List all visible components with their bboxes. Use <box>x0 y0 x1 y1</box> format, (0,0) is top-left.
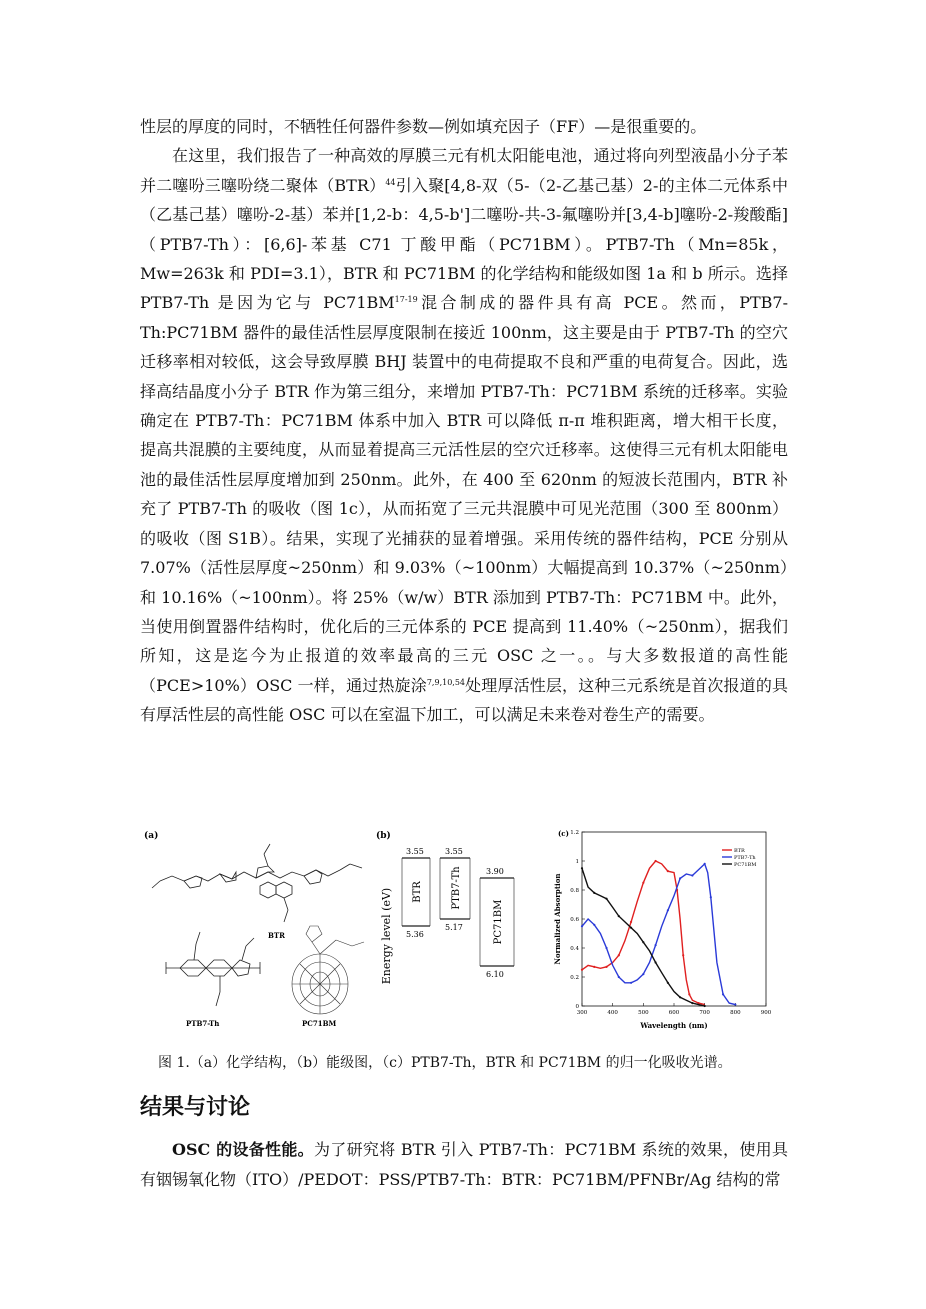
bottom-paragraph-block <box>140 1135 788 1195</box>
chart-xlabel: Wavelength (nm) <box>640 1021 708 1030</box>
series-point-btr <box>688 993 690 995</box>
chart-legend <box>722 848 756 868</box>
ptb7-level-name: PTB7-Th <box>451 866 462 910</box>
ptb7-lumo: 3.55 <box>445 847 463 856</box>
intro-line: 性层的厚度的同时，不牺牲任何器件参数—例如填充因子（FF）—是很重要的。 <box>140 117 707 136</box>
pc71bm-homo: 6.10 <box>486 970 504 979</box>
btr-structure <box>152 844 362 922</box>
series-line-pc71bm <box>582 868 705 1006</box>
series-point-ptb7-th <box>593 924 595 926</box>
panel-a-label: (a) <box>144 831 159 841</box>
y-tick-label: 1 <box>575 859 579 865</box>
x-tick-label: 600 <box>668 1010 680 1016</box>
x-tick-label: 900 <box>760 1010 772 1016</box>
series-point-pc71bm <box>691 1002 693 1004</box>
btr-lumo: 3.55 <box>406 847 424 856</box>
y-tick-label: 0.2 <box>570 975 579 981</box>
para-sentence-4: 处理厚活性层，这种三元系统是首次报道的具有厚活性层的高性能 OSC 可以在室温下加工，可以满足未来卷对卷生产的需要。 <box>140 675 788 725</box>
series-point-ptb7-th <box>655 944 657 946</box>
bottom-paragraph <box>140 1135 788 1195</box>
series-point-ptb7-th <box>734 1003 736 1005</box>
para-sentence-3: 混合制成的器件具有高 PCE。然而，PTB7-Th:PC71BM 器件的最佳活性层厚度限制在接近 100nm，这主要是由于 PTB7-Th 的空穴迁移率相对较低，这会导致厚膜 BHJ 装置中的电荷提取不良和严重的电荷复合。因此，选择高结晶度小分子 BTR 作为第三组分，来增加 PTB7-Th：PC71BM 系统的迁移率。实验确定在 PTB7-Th：PC71BM 体系中加入 BTR 可以降低 π-π 堆积距离，增大相干长度，提高共混膜的主要纯度，从而显着提高三元活性层的空穴迁移率。这使得三元有机太阳能电池的最佳活性层厚度增加到 250nm。此外，在 400 至 620nm 的短波长范围内，BTR 补充了 PTB7-Th 的吸收（图 1c），从而拓宽了三元共混膜中可见光范围（300 至 800nm）的吸收（图 S1B）。结果，实现了光捕获的显着增强。采用传统的器件结构，PCE 分别从 7.07%（活性层厚度~250nm）和 9.03%（~100nm）大幅提高到 10.37%（~250nm）和 10.16%（~100nm）。将 25%（w/w）BTR 添加到 PTB7-Th：PC71BM 中。此外，当使用倒置器件结构时，优化后的三元体系的 PCE 提高到 11.40%（~250nm），据我们所知，这是迄今为止报道的效率最高的三元 OSC 之一。。与大多数报道的高性能（PCE>10%）OSC 一样，通过热旋涂 <box>140 293 788 695</box>
series-point-btr <box>605 966 607 968</box>
series-point-btr <box>630 921 632 923</box>
panel-c-absorption-chart <box>553 829 772 1030</box>
btr-homo: 5.36 <box>406 930 424 939</box>
btr-level-name: BTR <box>412 881 423 903</box>
series-point-ptb7-th <box>691 874 693 876</box>
legend-label: BTR <box>734 848 745 854</box>
panel-b-label: (b) <box>376 831 391 841</box>
y-tick-label: 1.2 <box>570 830 579 836</box>
series-point-pc71bm <box>605 898 607 900</box>
legend-label: PTB7-Th <box>734 855 756 861</box>
x-tick-label: 500 <box>638 1010 649 1016</box>
ptb7-structure <box>166 932 260 1006</box>
series-point-ptb7-th <box>581 925 583 927</box>
series-point-btr <box>581 969 583 971</box>
ptb7-homo: 5.17 <box>445 923 463 932</box>
pc71bm-structure <box>292 926 364 1014</box>
y-tick-label: 0 <box>575 1004 579 1010</box>
series-point-pc71bm <box>679 996 681 998</box>
section-title: 结果与讨论 <box>140 1095 251 1120</box>
series-point-pc71bm <box>618 915 620 917</box>
series-point-btr <box>667 870 669 872</box>
series-point-ptb7-th <box>679 877 681 879</box>
figure-svg <box>140 826 788 1036</box>
series-point-ptb7-th <box>618 976 620 978</box>
y-tick-label: 0.8 <box>570 888 579 894</box>
series-point-pc71bm <box>593 892 595 894</box>
x-tick-label: 700 <box>699 1010 710 1016</box>
series-point-ptb7-th <box>630 982 632 984</box>
series-point-pc71bm <box>704 1005 706 1007</box>
ref-17-19: 17-19 <box>394 295 418 305</box>
ref-7-9-10-54: 7,9,10,54 <box>426 677 466 687</box>
series-point-ptb7-th <box>704 863 706 865</box>
series-point-btr <box>655 860 657 862</box>
series-point-pc71bm <box>667 982 669 984</box>
panel-a-structures <box>144 830 364 1028</box>
ref-44: 44 <box>385 177 396 187</box>
series-point-btr <box>618 954 620 956</box>
series-point-ptb7-th <box>722 993 724 995</box>
series-point-btr <box>642 882 644 884</box>
series-point-pc71bm <box>655 961 657 963</box>
y-tick-label: 0.4 <box>570 946 579 952</box>
panel-c-label: (c) <box>558 829 569 838</box>
panel-b-energy-levels <box>376 830 514 984</box>
pc71bm-name: PC71BM <box>302 1019 337 1028</box>
series-point-ptb7-th <box>710 896 712 898</box>
ptb7-name: PTB7-Th <box>186 1019 220 1028</box>
x-tick-label: 400 <box>607 1010 618 1016</box>
body-text <box>140 112 788 730</box>
x-tick-label: 800 <box>730 1010 741 1016</box>
series-point-ptb7-th <box>605 947 607 949</box>
energy-axis-label: Energy level (eV) <box>380 887 393 985</box>
series-point-pc71bm <box>642 941 644 943</box>
chart-ylabel: Normalized Absorption <box>553 873 562 965</box>
figure-caption: 图 1.（a）化学结构，（b）能级图，（c）PTB7-Th，BTR 和 PC71BM 的归一化吸收光谱。 <box>158 1055 732 1071</box>
main-paragraph <box>140 141 788 729</box>
para-sentence-1: 在这里，我们报告了一种高效的厚膜三元有机太阳能电池，通过将向列型液晶小分子苯并二噻吩三噻吩绕二聚体（BTR） <box>140 146 788 195</box>
pc71bm-lumo: 3.90 <box>486 867 504 876</box>
figure-1 <box>140 826 788 1036</box>
btr-name: BTR <box>268 931 285 940</box>
series-point-ptb7-th <box>642 973 644 975</box>
y-tick-label: 0.6 <box>570 917 579 923</box>
pc71bm-level-name: PC71BM <box>493 899 504 945</box>
series-point-pc71bm <box>581 867 583 869</box>
series-point-btr <box>682 954 684 956</box>
series-point-btr <box>593 966 595 968</box>
legend-label: PC71BM <box>734 862 757 868</box>
bottom-text: 为了研究将 BTR 引入 PTB7-Th：PC71BM 系统的效果，使用具有铟锡氧化物（ITO）/PEDOT：PSS/PTB7-Th：BTR：PC71BM/PFNBr/Ag 结构的常 <box>140 1140 788 1189</box>
series-point-ptb7-th <box>667 909 669 911</box>
bottom-bold-lead: OSC 的设备性能。 <box>172 1140 314 1159</box>
x-tick-label: 300 <box>576 1010 588 1016</box>
series-line-ptb7-th <box>582 864 735 1005</box>
para-sentence-2: 引入聚[4,8-双（5-（2-乙基己基）2-的主体二元体系中（乙基己基）噻吩-2-基）苯并[1,2-b：4,5-b']二噻吩-共-3-氟噻吩并[3,4-b]噻吩-2-羧酸酯]（PTB7-Th）：[6,6]-苯基 C71 丁酸甲酯（PC71BM）。PTB7-Th（Mn=85k，Mw=263k 和 PDI=3.1），BTR 和 PC71BM 的化学结构和能级如图 1a 和 b 所示。选择 PTB7-Th 是因为它与 PC71BM <box>140 175 788 313</box>
series-point-pc71bm <box>630 927 632 929</box>
chart-lines <box>581 860 737 1007</box>
